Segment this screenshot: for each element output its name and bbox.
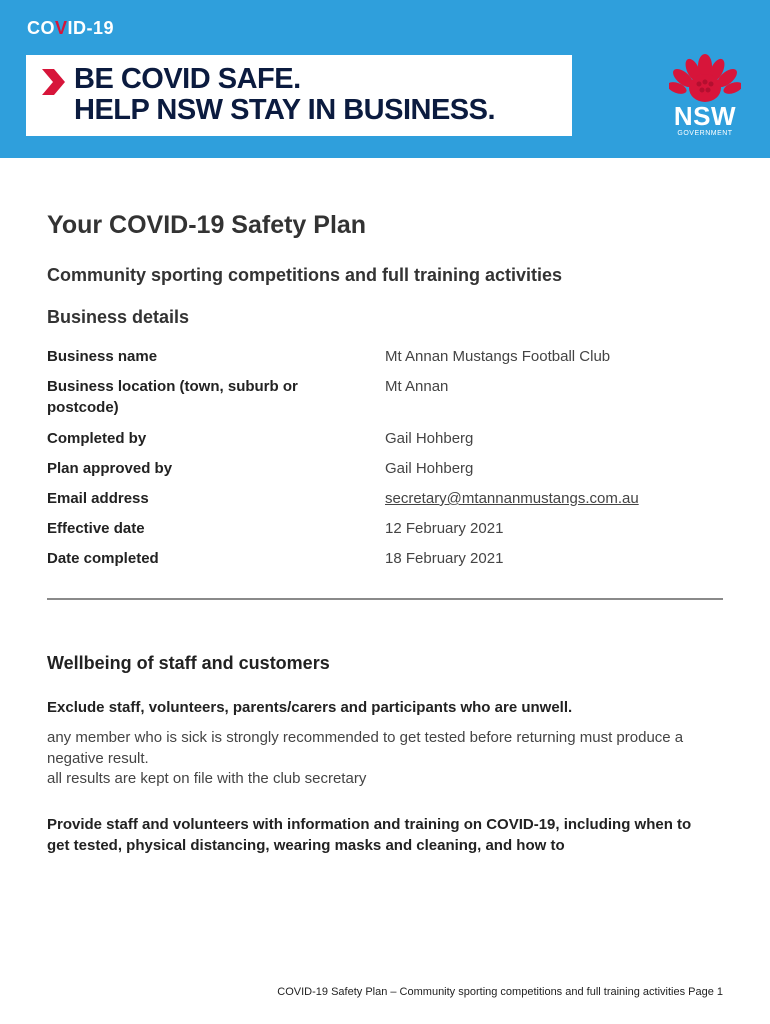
detail-value-business-name: Mt Annan Mustangs Football Club <box>385 348 611 365</box>
detail-label-business-location: Business location (town, suburb or postcode) <box>47 378 298 416</box>
detail-label-approved-by: Plan approved by <box>47 460 173 477</box>
slogan-box <box>26 55 572 136</box>
nsw-logo-subtext: GOVERNMENT <box>677 130 733 137</box>
slogan-line-1: BE COVID SAFE. <box>74 63 301 95</box>
business-details-heading: Business details <box>47 307 190 327</box>
detail-value-approved-by: Gail Hohberg <box>385 460 474 477</box>
detail-label-completed-by: Completed by <box>47 430 147 447</box>
page-title: Your COVID-19 Safety Plan <box>47 211 367 239</box>
detail-label-business-name: Business name <box>47 348 158 365</box>
page-footer: COVID-19 Safety Plan – Community sporting competitions and full training activities Page 1 <box>277 986 723 998</box>
response-exclude-unwell-1: any member who is sick is strongly recommended to get tested before returning must produce a negative result. <box>47 729 684 767</box>
chevron-right-icon <box>40 67 66 97</box>
requirement-exclude-unwell: Exclude staff, volunteers, parents/carers and participants who are unwell. <box>47 699 573 716</box>
detail-value-date-completed: 18 February 2021 <box>385 550 504 567</box>
slogan-line-2: HELP NSW STAY IN BUSINESS. <box>74 94 496 126</box>
waratah-icon <box>669 54 741 104</box>
nsw-logo-text: NSW <box>673 101 737 131</box>
detail-value-completed-by: Gail Hohberg <box>385 430 474 447</box>
detail-label-effective-date: Effective date <box>47 520 145 537</box>
section-divider <box>47 598 723 600</box>
wellbeing-heading: Wellbeing of staff and customers <box>47 653 330 673</box>
detail-label-date-completed: Date completed <box>47 550 159 567</box>
detail-label-email: Email address <box>47 490 149 507</box>
covid-19-tag: COVID-19 <box>27 18 115 38</box>
response-exclude-unwell-2: all results are kept on file with the club secretary <box>47 770 367 787</box>
page-subtitle: Community sporting competitions and full training activities <box>47 265 563 285</box>
email-link[interactable]: secretary@mtannanmustangs.com.au <box>385 490 639 507</box>
detail-value-effective-date: 12 February 2021 <box>385 520 504 537</box>
requirement-staff-training: Provide staff and volunteers with information and training on COVID-19, including when to get tested, physical distancing, wearing masks and cleaning, and how to <box>47 816 692 854</box>
header-banner <box>0 0 770 158</box>
detail-value-business-location: Mt Annan <box>385 378 449 395</box>
nsw-government-logo <box>664 54 746 142</box>
